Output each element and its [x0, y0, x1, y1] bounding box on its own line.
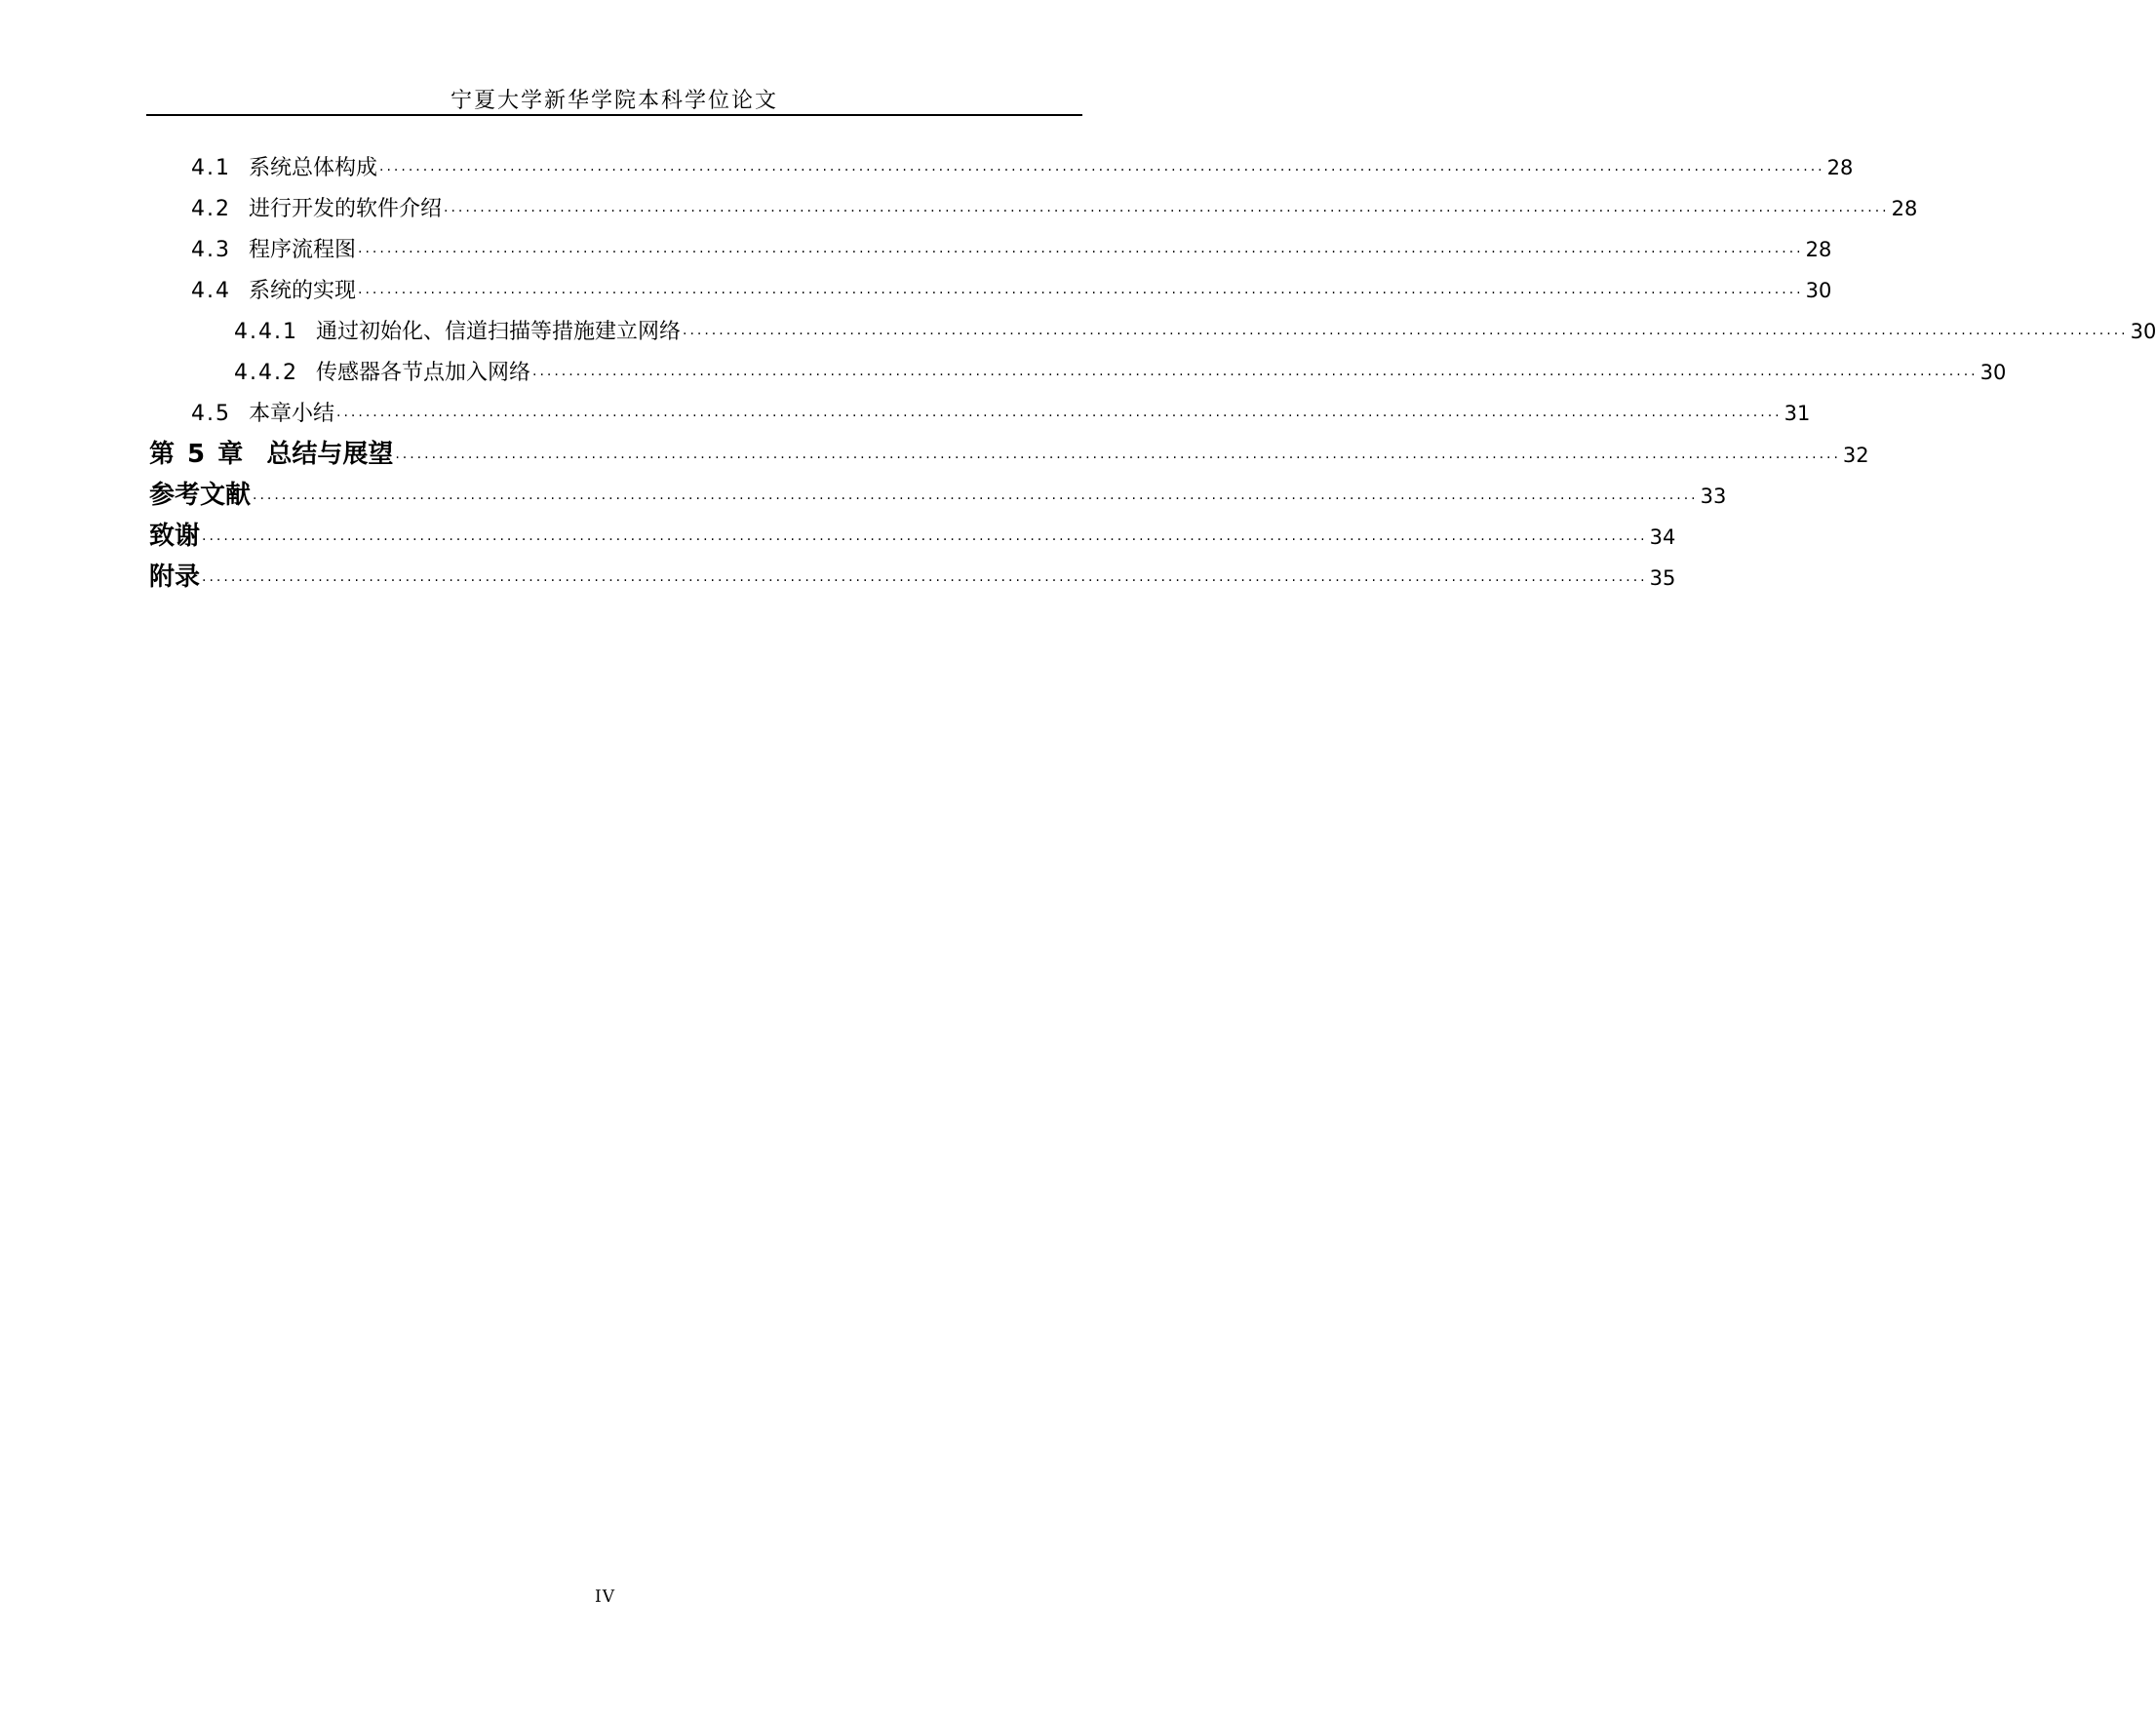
toc-entry[interactable]: [146, 352, 2007, 393]
toc-entry-page: 34: [1649, 525, 1676, 549]
toc-dot-leader: ·······································································································································································································: [202, 573, 1648, 589]
toc-entry[interactable]: [146, 475, 1727, 516]
toc-entry-page: 32: [1842, 444, 1869, 467]
toc-entry[interactable]: [146, 434, 1869, 475]
toc-entry-page: 30: [1805, 279, 1832, 302]
toc-dot-leader: ·······································································································································································································: [379, 163, 1825, 178]
toc-entry-title: 参考文献: [149, 481, 252, 510]
toc-entry-gap: [245, 434, 266, 475]
toc-entry-gap: [298, 312, 316, 353]
toc-entry-number: 4.3: [191, 238, 231, 262]
toc-entry[interactable]: [146, 229, 1832, 270]
toc-entry-gap: [231, 271, 249, 312]
toc-entry-page: 33: [1700, 485, 1727, 508]
toc-entry-page: 28: [1891, 197, 1918, 220]
toc-entry-gap: [231, 394, 249, 435]
toc-entry-page: 28: [1805, 238, 1832, 261]
toc-dot-leader: ·······································································································································································································: [358, 245, 1804, 260]
toc-entry-gap: [231, 189, 249, 230]
toc-dot-leader: ·······································································································································································································: [395, 450, 1841, 466]
toc-entry-number: 4.1: [191, 156, 231, 180]
toc-dot-leader: ·······································································································································································································: [444, 204, 1890, 219]
toc-dot-leader: ·······································································································································································································: [532, 368, 1979, 383]
toc-entry-page: 30: [1980, 361, 2007, 384]
toc-dot-leader: ·······································································································································································································: [336, 408, 1783, 424]
toc-entry[interactable]: [146, 188, 1918, 229]
toc-entry-title: 总结与展望: [266, 440, 394, 469]
header-rule: [146, 114, 1082, 116]
toc-entry[interactable]: [146, 516, 1676, 557]
toc-entry-page: 31: [1784, 402, 1811, 425]
toc-entry-title: 进行开发的软件介绍: [249, 197, 443, 221]
toc-entry-page: 30: [2130, 320, 2156, 343]
running-header: 宁夏大学新华学院本科学位论文: [450, 89, 778, 113]
toc-entry-number: 第 5 章: [149, 440, 246, 469]
toc-entry-gap: [298, 353, 316, 394]
toc-entry-title: 本章小结: [249, 402, 335, 426]
toc-dot-leader: ·······································································································································································································: [202, 532, 1648, 548]
toc-entry-number: 4.5: [191, 402, 231, 426]
toc-entry[interactable]: [146, 311, 2156, 352]
toc-entry-number: 4.4.1: [234, 320, 298, 344]
toc-entry[interactable]: [146, 270, 1832, 311]
toc-dot-leader: ·······································································································································································································: [358, 286, 1804, 301]
toc-dot-leader: ·······································································································································································································: [253, 491, 1699, 507]
toc-entry[interactable]: [146, 557, 1676, 598]
toc-entry[interactable]: [146, 147, 1854, 188]
toc-dot-leader: ·······································································································································································································: [683, 327, 2129, 342]
toc-entry-number: 4.2: [191, 197, 231, 221]
toc-entry-gap: [231, 230, 249, 271]
toc-entry-title: 通过初始化、信道扫描等措施建立网络: [315, 320, 681, 344]
table-of-contents: [146, 147, 2156, 598]
toc-entry-title: 系统总体构成: [249, 156, 378, 180]
toc-entry-number: 4.4: [191, 279, 231, 303]
toc-entry-gap: [231, 148, 249, 189]
toc-entry-number: 4.4.2: [234, 361, 298, 385]
toc-entry-title: 程序流程图: [249, 238, 357, 262]
toc-entry-title: 附录: [149, 563, 201, 592]
toc-entry-page: 35: [1649, 566, 1676, 590]
toc-entry-title: 系统的实现: [249, 279, 357, 303]
toc-entry[interactable]: [146, 393, 1811, 434]
page-number: IV: [595, 1587, 615, 1607]
toc-entry-page: 28: [1826, 156, 1854, 179]
toc-entry-title: 致谢: [149, 522, 201, 551]
toc-entry-title: 传感器各节点加入网络: [315, 361, 530, 385]
